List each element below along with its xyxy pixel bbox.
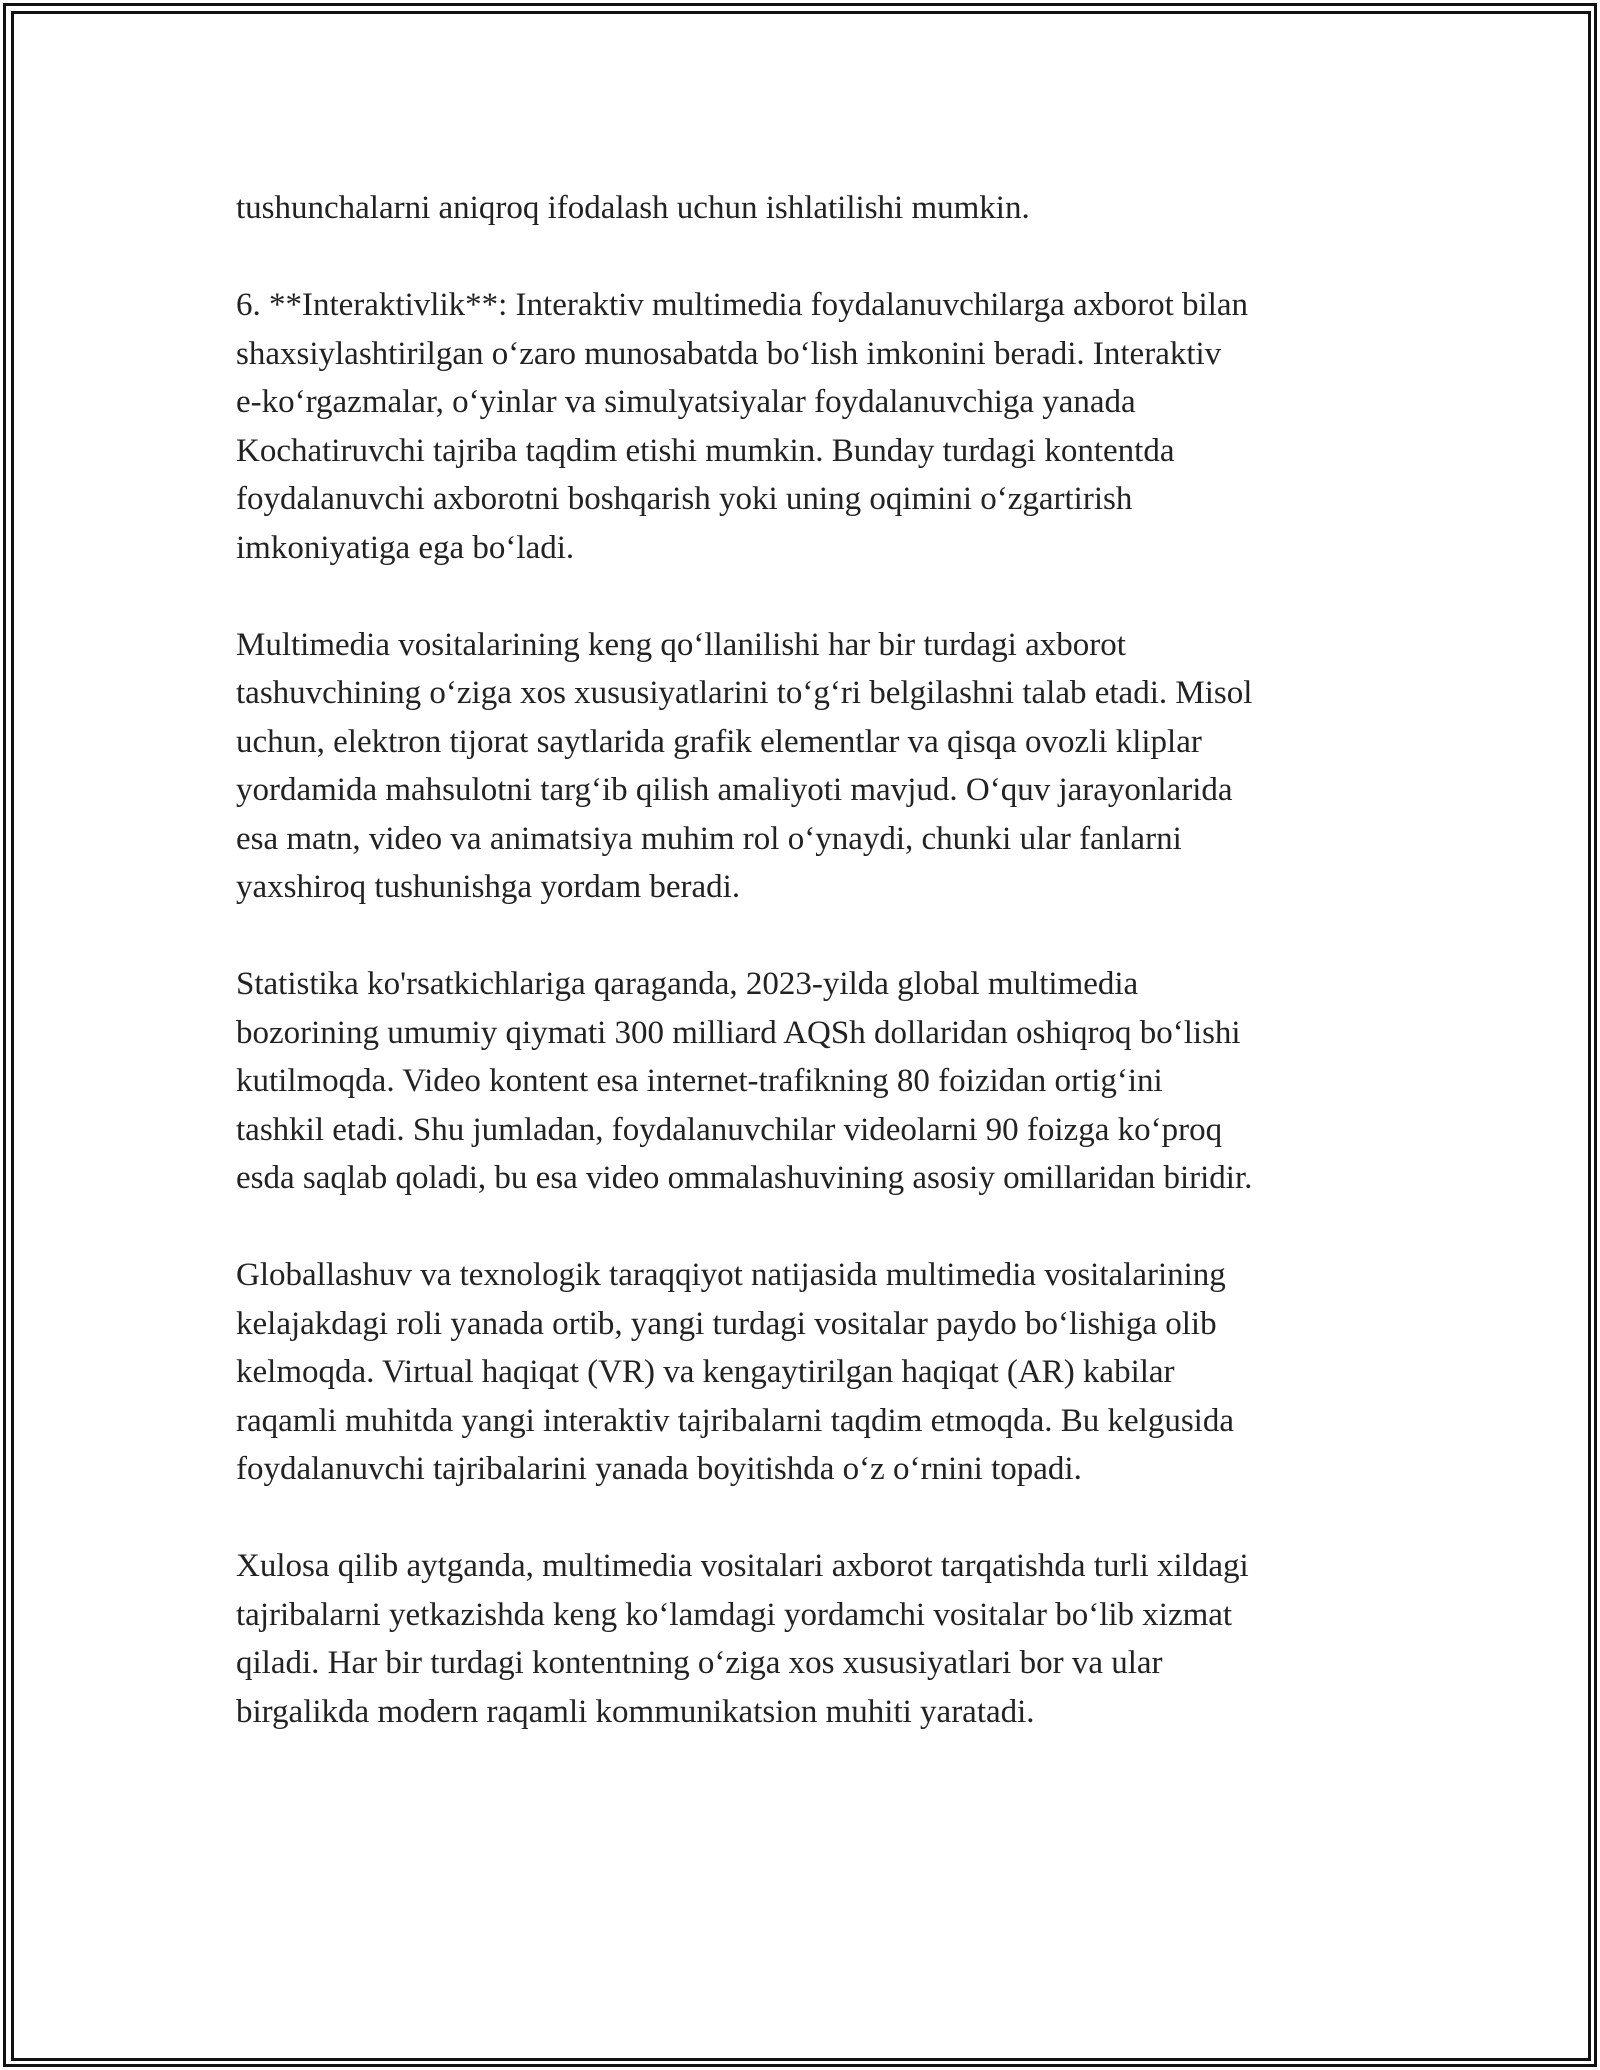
text-line: esa matn, video va animatsiya muhim rol o‘ynaydi, chunki ular fanlarni <box>236 820 1182 857</box>
paragraph <box>236 1542 1376 1736</box>
text-line: Xulosa qilib aytganda, multimedia vositalari axborot tarqatishda turli xildagi <box>236 1548 1249 1584</box>
paragraph <box>236 184 1376 233</box>
text-line: foydalanuvchi axborotni boshqarish yoki uning oqimini o‘zgartirish <box>236 481 1133 517</box>
text-line: bozorining umumiy qiymati 300 milliard AQSh dollaridan oshiqroq bo‘lishi <box>236 1014 1241 1051</box>
text-line: 6. **Interaktivlik**: Interaktiv multimedia foydalanuvchilarga axborot bilan <box>236 287 1249 323</box>
text-line: birgalikda modern raqamli kommunikatsion muhiti yaratadi. <box>236 1693 1035 1730</box>
text-line: e-ko‘rgazmalar, o‘yinlar va simulyatsiyalar foydalanuvchiga yanada <box>236 384 1136 420</box>
text-line: esda saqlab qoladi, bu esa video ommalashuvining asosiy omillaridan biridir. <box>236 1160 1253 1196</box>
text-line: Statistika ko'rsatkichlariga qaraganda, 2023-yilda global multimedia <box>236 966 1139 1002</box>
paragraph <box>236 1251 1376 1494</box>
text-line: tashuvchining o‘ziga xos xususiyatlarini to‘g‘ri belgilashni talab etadi. Misol <box>236 675 1253 711</box>
paragraph <box>236 621 1376 912</box>
text-line: yaxshiroq tushunishga yordam beradi. <box>236 869 741 905</box>
text-line: kelajakdagi roli yanada ortib, yangi turdagi vositalar paydo bo‘lishiga olib <box>236 1305 1217 1342</box>
text-line: shaxsiylashtirilgan o‘zaro munosabatda bo‘lish imkonini beradi. Interaktiv <box>236 335 1222 372</box>
text-line: qiladi. Har bir turdagi kontentning o‘ziga xos xususiyatlari bor va ular <box>236 1645 1163 1681</box>
text-line: tajribalarni yetkazishda keng ko‘lamdagi yordamchi vositalar bo‘lib xizmat <box>236 1596 1233 1633</box>
text-line: Multimedia vositalarining keng qo‘llanilishi har bir turdagi axborot <box>236 626 1126 663</box>
paragraph <box>236 281 1376 572</box>
text-line: kutilmoqda. Video kontent esa internet-trafikning 80 foizidan ortig‘ini <box>236 1063 1163 1099</box>
text-line: kelmoqda. Virtual haqiqat (VR) va kengaytirilgan haqiqat (AR) kabilar <box>236 1354 1175 1390</box>
text-line: tashkil etadi. Shu jumladan, foydalanuvchilar videolarni 90 foizga ko‘proq <box>236 1111 1223 1148</box>
text-line: raqamli muhitda yangi interaktiv tajribalarni taqdim etmoqda. Bu kelgusida <box>236 1402 1234 1439</box>
text-line: Kochatiruvchi tajriba taqdim etishi mumkin. Bunday turdagi kontentda <box>236 432 1175 469</box>
document-body <box>236 184 1376 1736</box>
text-line: Globallashuv va texnologik taraqqiyot natijasida multimedia vositalarining <box>236 1257 1226 1293</box>
text-line: uchun, elektron tijorat saytlarida grafik elementlar va qisqa ovozli kliplar <box>236 723 1202 760</box>
text-line: foydalanuvchi tajribalarini yanada boyitishda o‘z o‘rnini topadi. <box>236 1451 1082 1487</box>
text-line: yordamida mahsulotni targ‘ib qilish amaliyoti mavjud. O‘quv jarayonlarida <box>236 772 1233 808</box>
paragraph <box>236 960 1376 1203</box>
text-line: imkoniyatiga ega bo‘ladi. <box>236 529 575 566</box>
text-line: tushunchalarni aniqroq ifodalash uchun ishlatilishi mumkin. <box>236 190 1030 226</box>
